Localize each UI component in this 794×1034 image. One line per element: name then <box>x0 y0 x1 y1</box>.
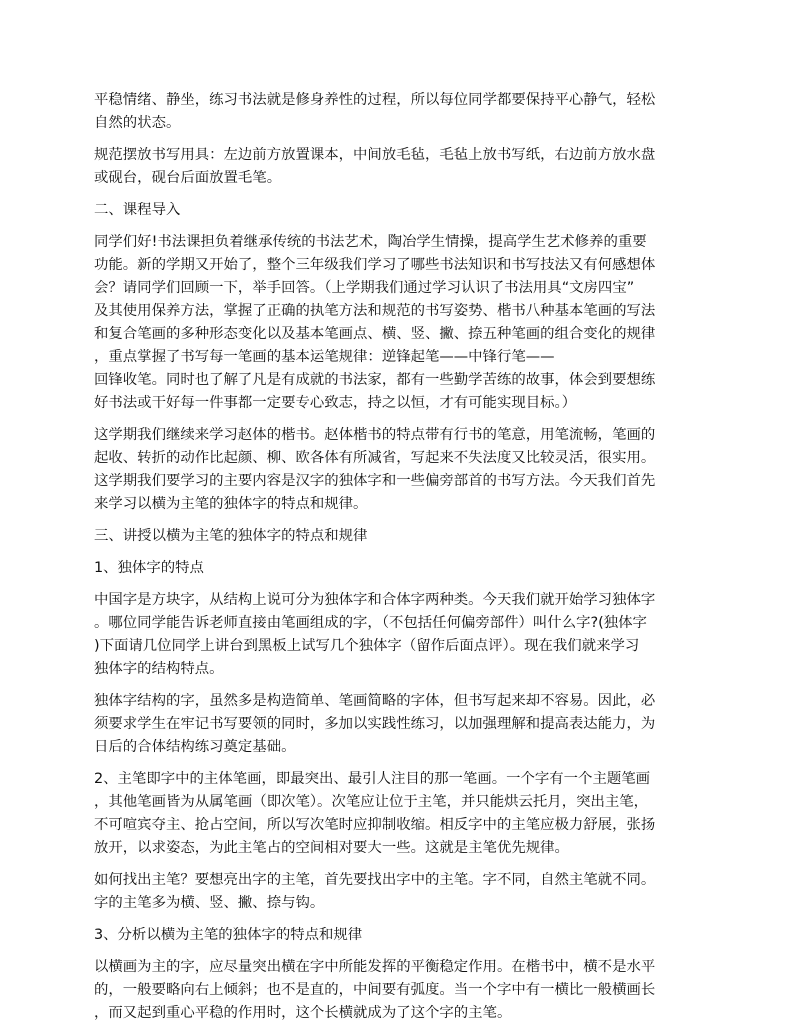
paragraph-single-char-structure: 独体字结构的字，虽然多是构造简单、笔画简略的字体，但书写起来却不容易。因此，必 须要求学生在牢记书写要领的同时，多加以实践性练习，以加强理解和提高表达能力，为 日后的合体结构练习奠定基础。 <box>94 693 656 755</box>
paragraph-zhao-style: 这学期我们继续来学习赵体的楷书。赵体楷书的特点带有行书的笔意，用笔流畅，笔画的 起收、转折的动作比起颜、柳、欧各体有所减省，写起来不失法度又比较灵活，很实用。 这学期我们要学习的主要内容是汉字的独体字和一些偏旁部首的书写方法。今天我们首先 来学习以横为主笔的独体字的特点和规律。 <box>94 427 656 512</box>
paragraph-course-intro: 同学们好!书法课担负着继承传统的书法艺术，陶冶学生情操，提高学生艺术修养的重要 功能。新的学期又开始了，整个三年级我们学习了哪些书法知识和书写技法又有何感想体 会？请同学们回顾一下，举手回答。（上学期我们通过学习认识了书法用具“文房四宝” 及其使用保养方法，掌握了正确的执笔方法和规范的书写姿势、楷书八种基本笔画的写法 和复合笔画的多种形态变化以及基本笔画点、横、竖、撇、捺五种笔画的组合变化的规律 ，重点掌握了书写每一笔画的基本运笔规律：逆锋起笔——中锋行笔—— 回锋收笔。同时也了解了凡是有成就的书法家，都有一些勤学苦练的故事，体会到要想练 好书法或干好每一件事都一定要专心致志，持之以恒，才有可能实现目标。） <box>94 234 656 411</box>
paragraph-calm-posture: 平稳情绪、静坐，练习书法就是修身养性的过程，所以每位同学都要保持平心静气，轻松 自然的状态。 <box>94 92 656 131</box>
subheading-single-char-features: 1、独体字的特点 <box>94 560 204 576</box>
subheading-horizontal-analysis: 3、分析以横为主笔的独体字的特点和规律 <box>94 927 363 943</box>
paragraph-main-stroke: 2、主笔即字中的主体笔画，即最突出、最引人注目的那一笔画。一个字有一个主题笔画 ，其他笔画皆为从属笔画（即次笔）。次笔应让位于主笔，并只能烘云托月，突出主笔， 不可喧宾夺主、抢占空间，所以写次笔时应抑制收缩。相反字中的主笔应极力舒展，张扬 放开，以求姿态，为此主笔占的空间相对要大一些。这就是主笔优先规律。 <box>94 771 656 856</box>
section-heading-course-intro: 二、课程导入 <box>94 202 181 218</box>
paragraph-find-main-stroke: 如何找出主笔？要想亮出字的主笔，首先要找出字中的主笔。字不同，自然主笔就不同。 字的主笔多为横、竖、撇、捺与钩。 <box>94 872 656 911</box>
paragraph-horizontal-stroke: 以横画为主的字，应尽量突出横在字中所能发挥的平衡稳定作用。在楷书中，横不是水平 的，一般要略向右上倾斜；也不是直的，中间要有弧度。当一个字中有一横比一般横画长 ，而又起到重心平稳的作用时，这个长横就成为了这个字的主笔。 <box>94 959 656 1021</box>
section-heading-teaching: 三、讲授以横为主笔的独体字的特点和规律 <box>94 528 368 544</box>
document-page <box>94 89 706 1034</box>
paragraph-square-characters: 中国字是方块字，从结构上说可分为独体字和合体字两种类。今天我们就开始学习独体字 。哪位同学能告诉老师直接由笔画组成的字，（不包括任何偏旁部件）叫什么字?(独体字 )下面请几位同学上讲台到黑板上试写几个独体字（留作后面点评）。现在我们就来学习 独体字的结构特点。 <box>94 592 656 677</box>
paragraph-tool-arrangement: 规范摆放书写用具：左边前方放置课本，中间放毛毡，毛毡上放书写纸，右边前方放水盘 或砚台，砚台后面放置毛笔。 <box>94 147 656 186</box>
